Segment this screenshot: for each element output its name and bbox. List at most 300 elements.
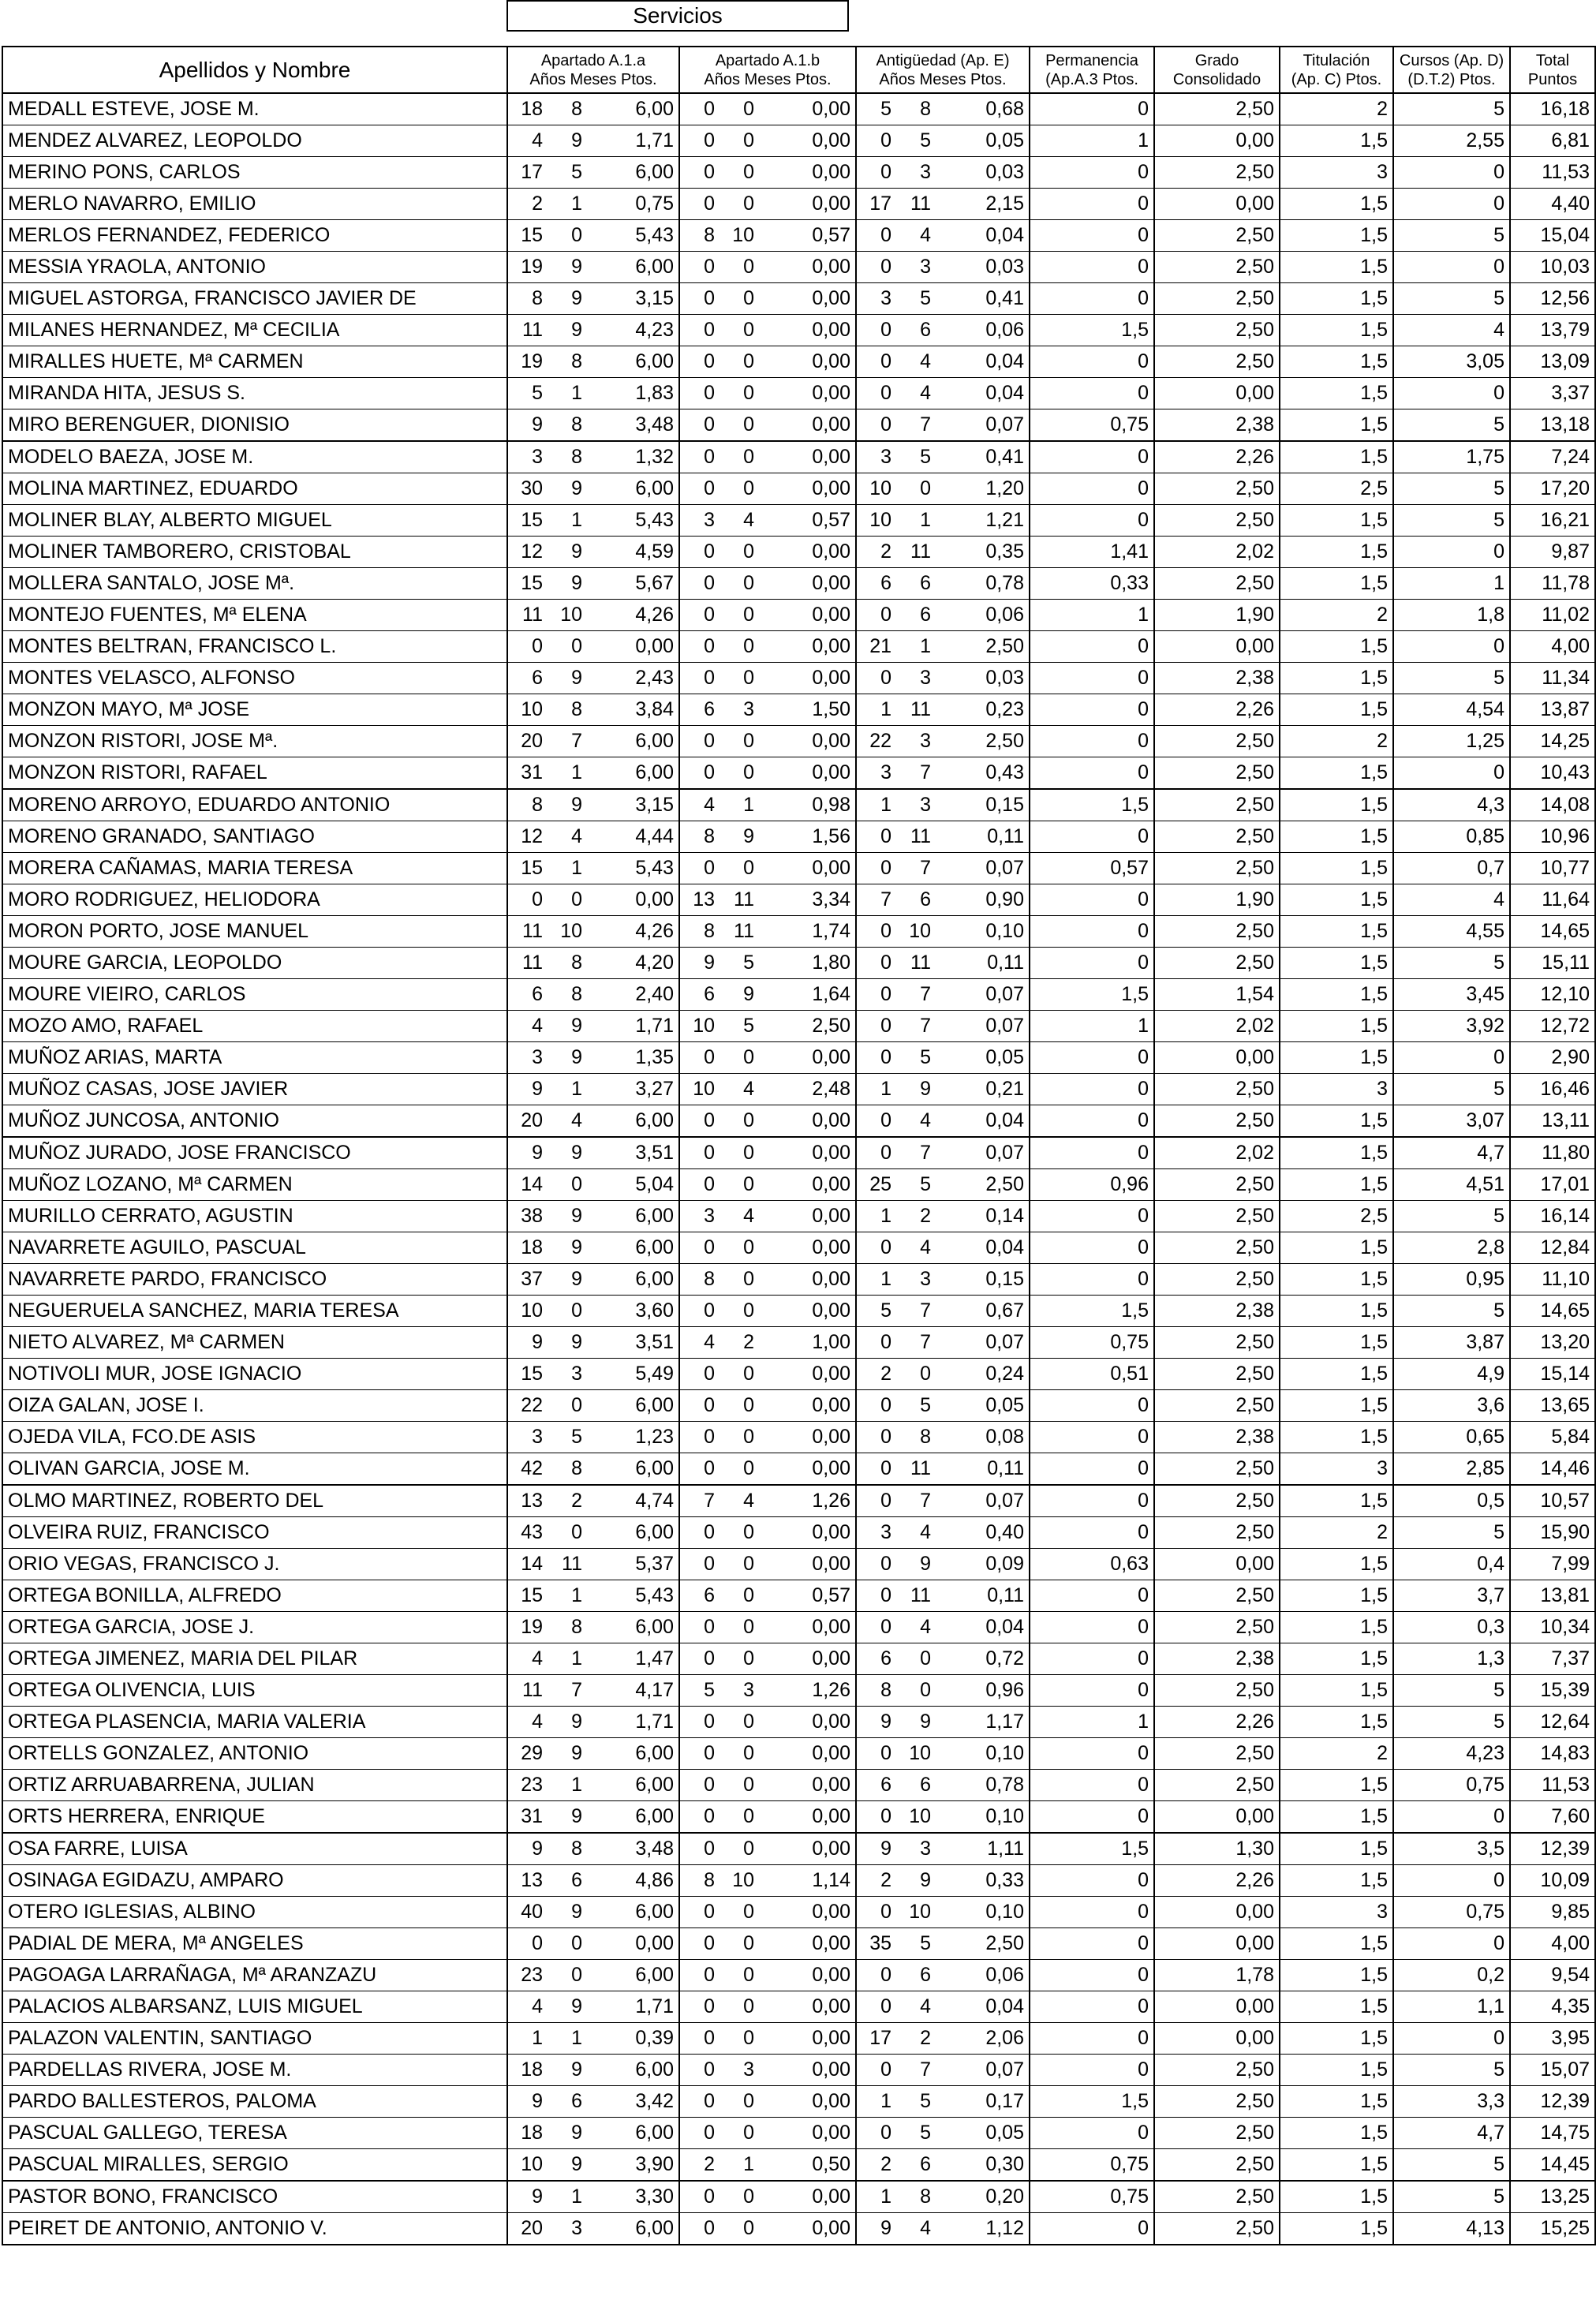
cell-name: ORTEGA OLIVENCIA, LUIS (2, 1675, 507, 1707)
cell-a1b-values (680, 2118, 855, 2148)
cell-a1b-values (680, 1138, 855, 1168)
cell-titul: 1,5 (1280, 979, 1393, 1011)
cell-antig-months: 11 (910, 193, 931, 215)
cell-perm: 0 (1030, 346, 1154, 378)
cell-grado: 2,26 (1154, 694, 1280, 726)
cell-perm: 0 (1030, 1865, 1154, 1897)
cell-perm: 0 (1030, 1264, 1154, 1296)
cell-perm: 0,75 (1030, 2149, 1154, 2182)
cell-titul: 1,5 (1280, 1042, 1393, 1074)
cell-a1b (679, 726, 856, 757)
cell-a1b-years: 0 (704, 2217, 715, 2239)
cell-a1b-years: 0 (704, 1363, 715, 1385)
cell-antig-points: 0,68 (985, 98, 1024, 120)
cell-name: MOURE VIEIRO, CARLOS (2, 979, 507, 1011)
cell-a1b (679, 631, 856, 663)
cell-total: 7,24 (1510, 441, 1595, 473)
cell-titul: 1,5 (1280, 1833, 1393, 1865)
cell-a1b-points: 0,57 (812, 224, 850, 246)
cell-antig (856, 1105, 1030, 1138)
cell-titul: 1,5 (1280, 315, 1393, 346)
cell-name: MOLINA MARTINEZ, EDUARDO (2, 473, 507, 505)
cell-a1a-months: 0 (571, 224, 582, 246)
cell-antig-values (857, 1327, 1029, 1358)
cell-name: NOTIVOLI MUR, JOSE IGNACIO (2, 1359, 507, 1390)
cell-a1a-months: 9 (571, 1142, 582, 1164)
cell-name: MERLOS FERNANDEZ, FEDERICO (2, 220, 507, 252)
cell-a1a-years: 29 (521, 1742, 543, 1764)
cell-a1b-months: 5 (743, 952, 754, 974)
cell-name: MORERA CAÑAMAS, MARIA TERESA (2, 853, 507, 884)
cell-a1b-years: 0 (704, 604, 715, 626)
cell-titul: 1,5 (1280, 1169, 1393, 1201)
cell-antig-months: 5 (920, 446, 931, 468)
cell-a1a-points: 4,74 (635, 1490, 674, 1512)
cell-total: 10,57 (1510, 1485, 1595, 1517)
cell-total: 14,65 (1510, 1296, 1595, 1327)
cell-a1b (679, 948, 856, 979)
cell-name: MONTES VELASCO, ALFONSO (2, 663, 507, 694)
cell-a1a (507, 1833, 679, 1865)
header-cursos: Cursos (Ap. D) (D.T.2) Ptos. (1393, 47, 1510, 93)
cell-antig-years: 0 (880, 1964, 891, 1986)
cell-antig-values (857, 1042, 1029, 1073)
cell-grado: 2,50 (1154, 1770, 1280, 1801)
cell-antig-months: 11 (910, 952, 931, 974)
cell-cursos: 4,51 (1393, 1169, 1510, 1201)
cell-a1b-values (680, 1074, 855, 1105)
cell-a1a-years: 4 (532, 1711, 543, 1733)
cell-a1a-months: 9 (571, 1901, 582, 1923)
cell-cursos: 0 (1393, 1928, 1510, 1960)
cell-a1b (679, 315, 856, 346)
cell-antig-points: 0,03 (985, 667, 1024, 689)
cell-a1b-months: 0 (743, 1173, 754, 1195)
cell-a1b-points: 0,00 (812, 382, 850, 404)
cell-antig (856, 1770, 1030, 1801)
cell-antig-points: 0,11 (987, 1457, 1024, 1479)
cell-cursos: 1 (1393, 568, 1510, 600)
cell-a1b-values (680, 821, 855, 852)
cell-a1a-years: 13 (521, 1490, 543, 1512)
cell-a1a-points: 0,00 (635, 888, 674, 910)
cell-perm: 1,5 (1030, 1296, 1154, 1327)
cell-antig-values (857, 1770, 1029, 1800)
cell-a1b-points: 1,50 (812, 698, 850, 720)
cell-a1b-points: 0,00 (812, 761, 850, 783)
cell-total: 10,77 (1510, 853, 1595, 884)
table-row (2, 441, 1595, 473)
cell-a1b (679, 1137, 856, 1169)
cell-a1a-values (508, 1612, 678, 1643)
cell-a1a-years: 9 (532, 1838, 543, 1860)
cell-total: 15,07 (1510, 2055, 1595, 2086)
cell-a1a (507, 1137, 679, 1169)
cell-a1a-values (508, 1991, 678, 2022)
cell-a1a-years: 30 (521, 477, 543, 499)
cell-perm: 1 (1030, 600, 1154, 631)
cell-antig-years: 17 (869, 193, 891, 215)
cell-a1a-years: 38 (521, 1205, 543, 1227)
cell-grado: 1,90 (1154, 884, 1280, 916)
cell-total: 11,53 (1510, 1770, 1595, 1801)
cell-a1b-points: 0,50 (812, 2153, 850, 2175)
cell-a1b-points: 0,00 (812, 2217, 850, 2239)
cell-name: MIRANDA HITA, JESUS S. (2, 378, 507, 409)
cell-antig-months: 9 (920, 1869, 931, 1891)
cell-a1a-months: 8 (571, 1457, 582, 1479)
cell-cursos: 0,3 (1393, 1612, 1510, 1643)
cell-a1a-months: 7 (571, 730, 582, 752)
cell-antig-values (857, 2182, 1029, 2212)
cell-a1a-years: 15 (521, 224, 543, 246)
cell-name: MONTEJO FUENTES, Mª ELENA (2, 600, 507, 631)
cell-a1a-values (508, 1453, 678, 1484)
cell-grado: 2,38 (1154, 663, 1280, 694)
cell-a1a-values (508, 1105, 678, 1136)
cell-antig-years: 2 (880, 540, 891, 563)
cell-antig-points: 0,23 (985, 698, 1024, 720)
cell-total: 4,00 (1510, 631, 1595, 663)
cell-a1b-values (680, 189, 855, 219)
cell-antig (856, 441, 1030, 473)
cell-total: 14,46 (1510, 1453, 1595, 1486)
cell-antig-years: 0 (880, 1426, 891, 1448)
cell-titul: 3 (1280, 1453, 1393, 1486)
table-row (2, 1580, 1595, 1612)
cell-a1a-values (508, 125, 678, 156)
cell-a1b (679, 1105, 856, 1138)
cell-a1b-values (680, 2149, 855, 2180)
cell-a1b-months: 0 (743, 1932, 754, 1954)
cell-a1a-values (508, 726, 678, 757)
cell-cursos: 0 (1393, 1042, 1510, 1074)
cell-a1b-values (680, 1453, 855, 1484)
table-row (2, 1201, 1595, 1232)
cell-antig-years: 1 (880, 1078, 891, 1100)
cell-grado: 2,02 (1154, 537, 1280, 568)
cell-a1b (679, 1201, 856, 1232)
cell-a1a-points: 1,71 (635, 1995, 674, 2017)
cell-a1b-months: 0 (743, 635, 754, 657)
cell-name: OIZA GALAN, JOSE I. (2, 1390, 507, 1422)
cell-a1a (507, 1169, 679, 1201)
cell-a1a-years: 14 (521, 1173, 543, 1195)
cell-a1a-values (508, 948, 678, 978)
cell-a1b-months: 0 (743, 1995, 754, 2017)
cell-a1b-points: 2,50 (812, 1015, 850, 1037)
cell-a1a-points: 1,47 (635, 1647, 674, 1669)
cell-name: MORENO GRANADO, SANTIAGO (2, 821, 507, 853)
cell-name: ORTEGA PLASENCIA, MARIA VALERIA (2, 1707, 507, 1738)
cell-perm: 0 (1030, 948, 1154, 979)
cell-a1b-values (680, 157, 855, 188)
cell-antig-values (857, 2023, 1029, 2054)
cell-a1a-years: 2 (532, 193, 543, 215)
cell-total: 10,43 (1510, 757, 1595, 790)
cell-antig-years: 0 (880, 1142, 891, 1164)
cell-antig-values (857, 315, 1029, 346)
cell-antig-months: 5 (920, 287, 931, 309)
cell-a1a (507, 93, 679, 125)
cell-a1b (679, 1928, 856, 1960)
cell-total: 14,08 (1510, 789, 1595, 821)
table-row (2, 631, 1595, 663)
cell-grado: 2,50 (1154, 916, 1280, 948)
cell-antig-months: 7 (920, 2058, 931, 2081)
cell-total: 10,96 (1510, 821, 1595, 853)
cell-antig-values (857, 853, 1029, 884)
cell-a1a-values (508, 2213, 678, 2244)
cell-a1b-points: 0,57 (812, 509, 850, 531)
cell-a1a-years: 23 (521, 1964, 543, 1986)
cell-cursos: 5 (1393, 2181, 1510, 2213)
cell-antig (856, 283, 1030, 315)
cell-grado: 2,50 (1154, 853, 1280, 884)
cell-a1b-years: 0 (704, 1521, 715, 1543)
table-row (2, 1390, 1595, 1422)
cell-a1a-points: 6,00 (635, 161, 674, 183)
cell-antig-years: 1 (880, 1268, 891, 1290)
cell-a1a-points: 5,43 (635, 857, 674, 879)
cell-a1a-months: 5 (571, 161, 582, 183)
cell-a1a-points: 6,00 (635, 1521, 674, 1543)
cell-a1b-values (680, 125, 855, 156)
cell-grado: 2,02 (1154, 1137, 1280, 1169)
cell-antig (856, 1675, 1030, 1707)
cell-antig-years: 0 (880, 1394, 891, 1416)
cell-a1b (679, 1042, 856, 1074)
cell-a1b-years: 0 (704, 2185, 715, 2208)
cell-a1a-points: 0,00 (635, 635, 674, 657)
cell-a1a-months: 4 (571, 1109, 582, 1131)
cell-a1b-points: 0,00 (812, 1647, 850, 1669)
cell-a1a (507, 821, 679, 853)
cell-antig-months: 11 (910, 540, 931, 563)
cell-perm: 0 (1030, 663, 1154, 694)
cell-titul: 1,5 (1280, 1960, 1393, 1991)
cell-a1a-years: 10 (521, 698, 543, 720)
cell-antig-months: 0 (920, 477, 931, 499)
cell-antig-values (857, 1359, 1029, 1389)
cell-a1a-points: 1,23 (635, 1426, 674, 1448)
cell-perm: 0 (1030, 1770, 1154, 1801)
cell-total: 14,65 (1510, 916, 1595, 948)
cell-antig-months: 4 (920, 1109, 931, 1131)
cell-antig-years: 1 (880, 2185, 891, 2208)
cell-a1a-values (508, 884, 678, 915)
cell-titul: 1,5 (1280, 1991, 1393, 2023)
table-row (2, 789, 1595, 821)
cell-a1a-points: 1,71 (635, 1711, 674, 1733)
cell-a1a (507, 346, 679, 378)
cell-a1b-points: 0,00 (812, 1236, 850, 1258)
cell-cursos: 0,75 (1393, 1770, 1510, 1801)
cell-a1a-values (508, 853, 678, 884)
table-row (2, 378, 1595, 409)
cell-a1a-values (508, 663, 678, 694)
cell-grado: 0,00 (1154, 125, 1280, 157)
cell-a1b-values (680, 2086, 855, 2117)
cell-a1b-months: 0 (743, 1711, 754, 1733)
cell-a1a-points: 0,39 (635, 2027, 674, 2049)
cell-name: NIETO ALVAREZ, Mª CARMEN (2, 1327, 507, 1359)
cell-titul: 1,5 (1280, 1612, 1393, 1643)
cell-a1a-points: 4,44 (635, 825, 674, 847)
cell-a1b-values (680, 442, 855, 473)
cell-name: MONTES BELTRAN, FRANCISCO L. (2, 631, 507, 663)
cell-a1a-years: 11 (522, 952, 543, 974)
cell-cursos: 1,1 (1393, 1991, 1510, 2023)
cell-a1b (679, 1865, 856, 1897)
table-row (2, 252, 1595, 283)
cell-a1a-values (508, 2023, 678, 2054)
cell-a1b-years: 0 (704, 2027, 715, 2049)
cell-a1b-values (680, 1201, 855, 1232)
cell-titul: 1,5 (1280, 2149, 1393, 2182)
cell-a1a-years: 15 (521, 572, 543, 594)
cell-a1b (679, 2118, 856, 2149)
cell-a1a (507, 252, 679, 283)
cell-a1b-points: 0,57 (812, 1584, 850, 1606)
cell-a1b-years: 0 (704, 1236, 715, 1258)
cell-a1b-months: 0 (743, 2090, 754, 2112)
table-header-row (2, 47, 1595, 93)
cell-titul: 1,5 (1280, 2181, 1393, 2213)
cell-antig-points: 0,78 (985, 1774, 1024, 1796)
cell-antig-values (857, 94, 1029, 125)
cell-titul: 1,5 (1280, 916, 1393, 948)
cell-antig-years: 0 (880, 857, 891, 879)
cell-a1a-values (508, 1738, 678, 1769)
cell-cursos: 3,45 (1393, 979, 1510, 1011)
cell-a1b-months: 0 (743, 2122, 754, 2144)
cell-a1a-points: 2,40 (635, 983, 674, 1005)
cell-antig (856, 1264, 1030, 1296)
cell-total: 11,80 (1510, 1137, 1595, 1169)
cell-antig-points: 0,05 (985, 1394, 1024, 1416)
cell-grado: 2,50 (1154, 1359, 1280, 1390)
cell-a1a-points: 6,00 (635, 1616, 674, 1638)
cell-a1b-years: 0 (704, 1995, 715, 2017)
cell-a1a-values (508, 2086, 678, 2117)
cell-a1b-points: 0,00 (812, 1995, 850, 2017)
cell-a1a-years: 0 (532, 1932, 543, 1954)
cell-perm: 0 (1030, 884, 1154, 916)
cell-a1a (507, 1105, 679, 1138)
cell-antig-months: 4 (920, 382, 931, 404)
cell-a1a-months: 0 (571, 635, 582, 657)
cell-a1b-values (680, 505, 855, 536)
cell-a1a-points: 6,00 (635, 477, 674, 499)
cell-a1a-years: 0 (532, 888, 543, 910)
cell-cursos: 5 (1393, 1517, 1510, 1549)
cell-cursos: 0,85 (1393, 821, 1510, 853)
cell-a1a-points: 5,67 (635, 572, 674, 594)
cell-cursos: 0 (1393, 1865, 1510, 1897)
cell-a1a-years: 20 (521, 1109, 543, 1131)
cell-antig-years: 21 (869, 635, 891, 657)
cell-antig-values (857, 378, 1029, 409)
cell-a1a (507, 631, 679, 663)
cell-a1a-points: 0,75 (635, 193, 674, 215)
cell-antig (856, 789, 1030, 821)
cell-a1b-points: 0,00 (812, 635, 850, 657)
table-row (2, 1296, 1595, 1327)
cell-a1a-years: 37 (521, 1268, 543, 1290)
cell-titul: 1,5 (1280, 1105, 1393, 1138)
table-row (2, 726, 1595, 757)
cell-antig (856, 884, 1030, 916)
cell-a1b-points: 0,00 (812, 129, 850, 151)
cell-a1a-points: 3,48 (635, 413, 674, 436)
cell-titul: 3 (1280, 1897, 1393, 1928)
cell-a1b (679, 157, 856, 189)
cell-a1a-values (508, 1486, 678, 1516)
cell-total: 3,95 (1510, 2023, 1595, 2055)
cell-a1a-months: 0 (571, 1394, 582, 1416)
cell-a1b-values (680, 2182, 855, 2212)
cell-a1b-years: 3 (704, 509, 715, 531)
cell-antig (856, 2213, 1030, 2245)
cell-a1b-values (680, 2023, 855, 2054)
cell-cursos: 5 (1393, 1675, 1510, 1707)
cell-antig-points: 0,06 (985, 604, 1024, 626)
cell-cursos: 5 (1393, 409, 1510, 442)
cell-name: MILANES HERNANDEZ, Mª CECILIA (2, 315, 507, 346)
cell-a1b (679, 1169, 856, 1201)
cell-cursos: 0 (1393, 537, 1510, 568)
cell-cursos: 4,54 (1393, 694, 1510, 726)
cell-a1b-years: 0 (704, 1711, 715, 1733)
cell-a1a-months: 1 (571, 1584, 582, 1606)
cell-name: ORTEGA BONILLA, ALFREDO (2, 1580, 507, 1612)
cell-a1b-points: 0,00 (812, 350, 850, 372)
cell-antig (856, 1074, 1030, 1105)
cell-perm: 0 (1030, 821, 1154, 853)
cell-total: 17,01 (1510, 1169, 1595, 1201)
cell-name: MONZON RISTORI, JOSE Mª. (2, 726, 507, 757)
cell-a1b-months: 2 (743, 1331, 754, 1353)
cell-a1a-years: 20 (521, 730, 543, 752)
cell-a1b (679, 220, 856, 252)
cell-antig (856, 346, 1030, 378)
cell-a1b-points: 0,00 (812, 1805, 850, 1827)
cell-a1a-years: 6 (532, 667, 543, 689)
cell-cursos: 2,55 (1393, 125, 1510, 157)
cell-a1a (507, 757, 679, 790)
cell-a1b-years: 8 (704, 224, 715, 246)
cell-a1b-years: 0 (704, 1742, 715, 1764)
cell-a1b-values (680, 853, 855, 884)
cell-name: MIRALLES HUETE, Mª CARMEN (2, 346, 507, 378)
cell-a1b-points: 0,00 (812, 1046, 850, 1068)
cell-antig (856, 1517, 1030, 1549)
cell-a1b-points: 0,00 (812, 1299, 850, 1322)
cell-a1b (679, 409, 856, 442)
cell-a1b (679, 1422, 856, 1453)
cell-a1b-values (680, 948, 855, 978)
cell-antig-values (857, 2086, 1029, 2117)
cell-perm: 0 (1030, 1612, 1154, 1643)
cell-antig-years: 0 (880, 952, 891, 974)
cell-antig-points: 0,30 (985, 2153, 1024, 2175)
cell-a1b-months: 0 (743, 1521, 754, 1543)
cell-a1b-points: 0,00 (812, 413, 850, 436)
cell-antig-years: 0 (880, 382, 891, 404)
cell-a1a-months: 9 (571, 1711, 582, 1733)
table-row (2, 2023, 1595, 2055)
